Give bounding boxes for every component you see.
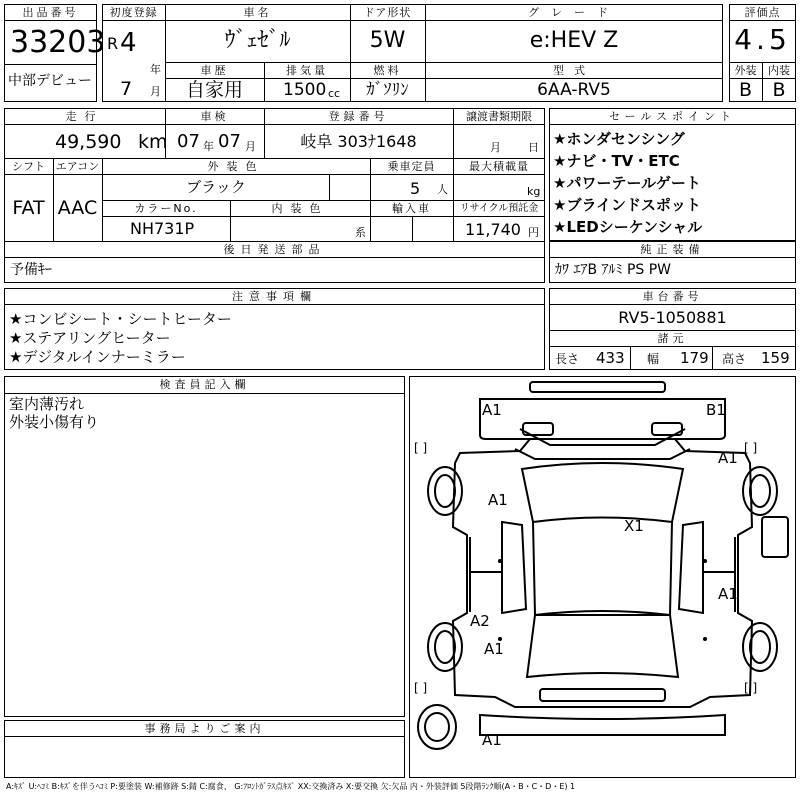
- first-reg-year-unit: 年: [150, 63, 161, 76]
- import-header: 輸入車: [371, 201, 452, 216]
- damage-mark-rear: A1: [482, 731, 502, 749]
- sales-point-4: ★ブラインドスポット: [553, 196, 701, 214]
- inspection-year: 07: [177, 131, 200, 152]
- exterior-color-value: ブラック: [186, 178, 246, 196]
- mileage-unit: km: [138, 131, 168, 153]
- chassis-header: 車台番号: [550, 289, 795, 304]
- note-3: ★デジタルインナーミラー: [9, 348, 186, 366]
- aircon-value: AAC: [57, 197, 98, 219]
- color-no-value: NH731P: [130, 219, 195, 238]
- legend-text: A:ｷｽﾞ U:ﾍｺﾐ B:ｷｽﾞを伴うﾍｺﾐ P:要塗装 W:補修跡 S:錆 C:腐食、 G:ﾌﾛﾝﾄｶﾞﾗｽ点ｷｽﾞ XX:交換済み X:要交換 欠:欠品 内・外装評価 5段階ﾗﾝｸ順(A・B・C・D・E) 1: [6, 782, 576, 791]
- width-label: 幅: [647, 352, 660, 366]
- interior-grade-header: 内装: [763, 63, 795, 78]
- length-value: 433: [596, 349, 625, 367]
- debut-label: 中部デビュー: [8, 73, 92, 89]
- bracket-rear-left: [ ]: [414, 681, 428, 695]
- shift-header: シフト: [5, 159, 52, 174]
- sales-point-1: ★ホンダセンシング: [553, 130, 685, 148]
- damage-mark-left-front-door: A1: [488, 491, 508, 509]
- recycle-unit: 円: [528, 226, 539, 239]
- damage-mark-right-front-fender: A1: [718, 449, 738, 467]
- damage-mark-front-right: B1: [706, 401, 726, 419]
- displacement-header: 排気量: [265, 63, 349, 78]
- damage-mark-roof: X1: [624, 517, 644, 535]
- door-value: 5W: [369, 28, 406, 53]
- bracket-front-right: [ ]: [744, 441, 758, 455]
- width-value: 179: [680, 349, 709, 367]
- damage-mark-left-rear-fender: A1: [484, 640, 504, 658]
- lot-number: 33203: [10, 25, 106, 60]
- sales-point-3: ★パワーテールゲート: [553, 174, 701, 192]
- score-value: 4.5: [734, 23, 791, 56]
- sales-points-header: セールスポイント: [550, 109, 795, 124]
- capacity-header: 乗車定員: [371, 159, 452, 174]
- fuel-header: 燃料: [351, 63, 424, 78]
- inspector-line-2: 外装小傷有り: [9, 413, 100, 431]
- inspection-month: 07: [218, 131, 241, 152]
- transfer-day-unit: 日: [528, 141, 539, 154]
- max-load-unit: kg: [527, 185, 541, 198]
- history-value: 自家用: [185, 79, 243, 101]
- damage-mark-left-rear-door: A2: [470, 612, 490, 630]
- max-load-header: 最大積載量: [454, 159, 544, 174]
- score-header: 評価点: [730, 5, 795, 20]
- door-header: ドア形状: [351, 5, 424, 20]
- sales-point-5: ★LEDシーケンシャル: [553, 218, 703, 236]
- model-header: 型式: [426, 63, 722, 78]
- car-outline-drawing: [410, 377, 795, 777]
- displacement-unit: cc: [328, 87, 341, 100]
- first-reg-year: 4: [120, 28, 137, 58]
- car-diagram: [409, 376, 796, 778]
- grade-header: グレード: [426, 5, 722, 20]
- first-reg-month: 7: [120, 78, 133, 100]
- damage-mark-right-rear-door: A1: [718, 585, 738, 603]
- inspector-header: 検査員記入欄: [5, 377, 404, 392]
- capacity-value: 5: [410, 179, 421, 198]
- first-reg-era: R: [107, 34, 119, 53]
- genuine-value: ｶﾜ ｴｱB ｱﾙﾐ PS PW: [555, 262, 672, 278]
- interior-color-unit: 系: [355, 226, 366, 239]
- bracket-rear-right: [ ]: [744, 681, 758, 695]
- transfer-header: 譲渡書類期限: [454, 109, 544, 124]
- note-1: ★コンビシート・シートヒーター: [9, 310, 232, 328]
- height-value: 159: [761, 349, 790, 367]
- registration-value: 岐阜 303ﾅ1648: [300, 132, 417, 151]
- transfer-month-unit: 月: [490, 141, 501, 154]
- genuine-header: 純正装備: [550, 242, 795, 257]
- damage-mark-front-left: A1: [482, 401, 502, 419]
- capacity-unit: 人: [437, 183, 448, 196]
- grade-value: e:HEV Z: [529, 28, 619, 53]
- length-label: 長さ: [555, 352, 580, 366]
- history-header: 車歴: [166, 63, 263, 78]
- aircon-header: エアコン: [55, 160, 100, 173]
- sales-point-2: ★ナビ・TV・ETC: [553, 152, 680, 170]
- displacement-value: 1500: [283, 80, 327, 100]
- later-parts-header: 後日発送部品: [5, 242, 544, 257]
- mileage-header: 走行: [5, 109, 164, 124]
- inspection-year-unit: 年: [203, 140, 214, 153]
- mileage-value: 49,590: [55, 131, 122, 153]
- note-2: ★ステアリングヒーター: [9, 329, 171, 347]
- notes-header: 注意事項欄: [5, 289, 544, 304]
- car-name-value: ｳﾞｪｾﾞﾙ: [224, 28, 291, 53]
- chassis-value: RV5-1050881: [618, 308, 727, 327]
- inspection-header: 車検: [166, 109, 263, 124]
- dimensions-header: 諸元: [550, 331, 795, 346]
- shift-value: FAT: [12, 197, 45, 219]
- interior-color-header: 内装色: [231, 201, 369, 216]
- lot-header: 出品番号: [5, 5, 96, 20]
- registration-header: 登録番号: [265, 109, 452, 124]
- recycle-header: リサイクル預託金: [454, 201, 544, 216]
- later-parts-value: 予備ｷｰ: [10, 262, 52, 278]
- recycle-value: 11,740: [465, 220, 521, 239]
- first-reg-month-unit: 月: [150, 85, 161, 98]
- exterior-grade-header: 外装: [730, 63, 761, 78]
- exterior-color-header: 外装色: [103, 159, 369, 174]
- bracket-front-left: [ ]: [414, 441, 428, 455]
- exterior-grade: B: [738, 79, 753, 101]
- inspection-month-unit: 月: [245, 140, 256, 153]
- height-label: 高さ: [722, 352, 747, 366]
- color-no-header: カラーNo.: [103, 201, 229, 216]
- fuel-value: ｶﾞｿﾘﾝ: [366, 80, 409, 100]
- first-reg-header: 初度登録: [103, 5, 164, 20]
- car-name-header: 車名: [166, 5, 349, 20]
- office-header: 事務局よりご案内: [5, 721, 404, 736]
- inspector-line-1: 室内薄汚れ: [9, 395, 85, 413]
- interior-grade: B: [772, 79, 786, 101]
- model-value: 6AA-RV5: [537, 80, 611, 100]
